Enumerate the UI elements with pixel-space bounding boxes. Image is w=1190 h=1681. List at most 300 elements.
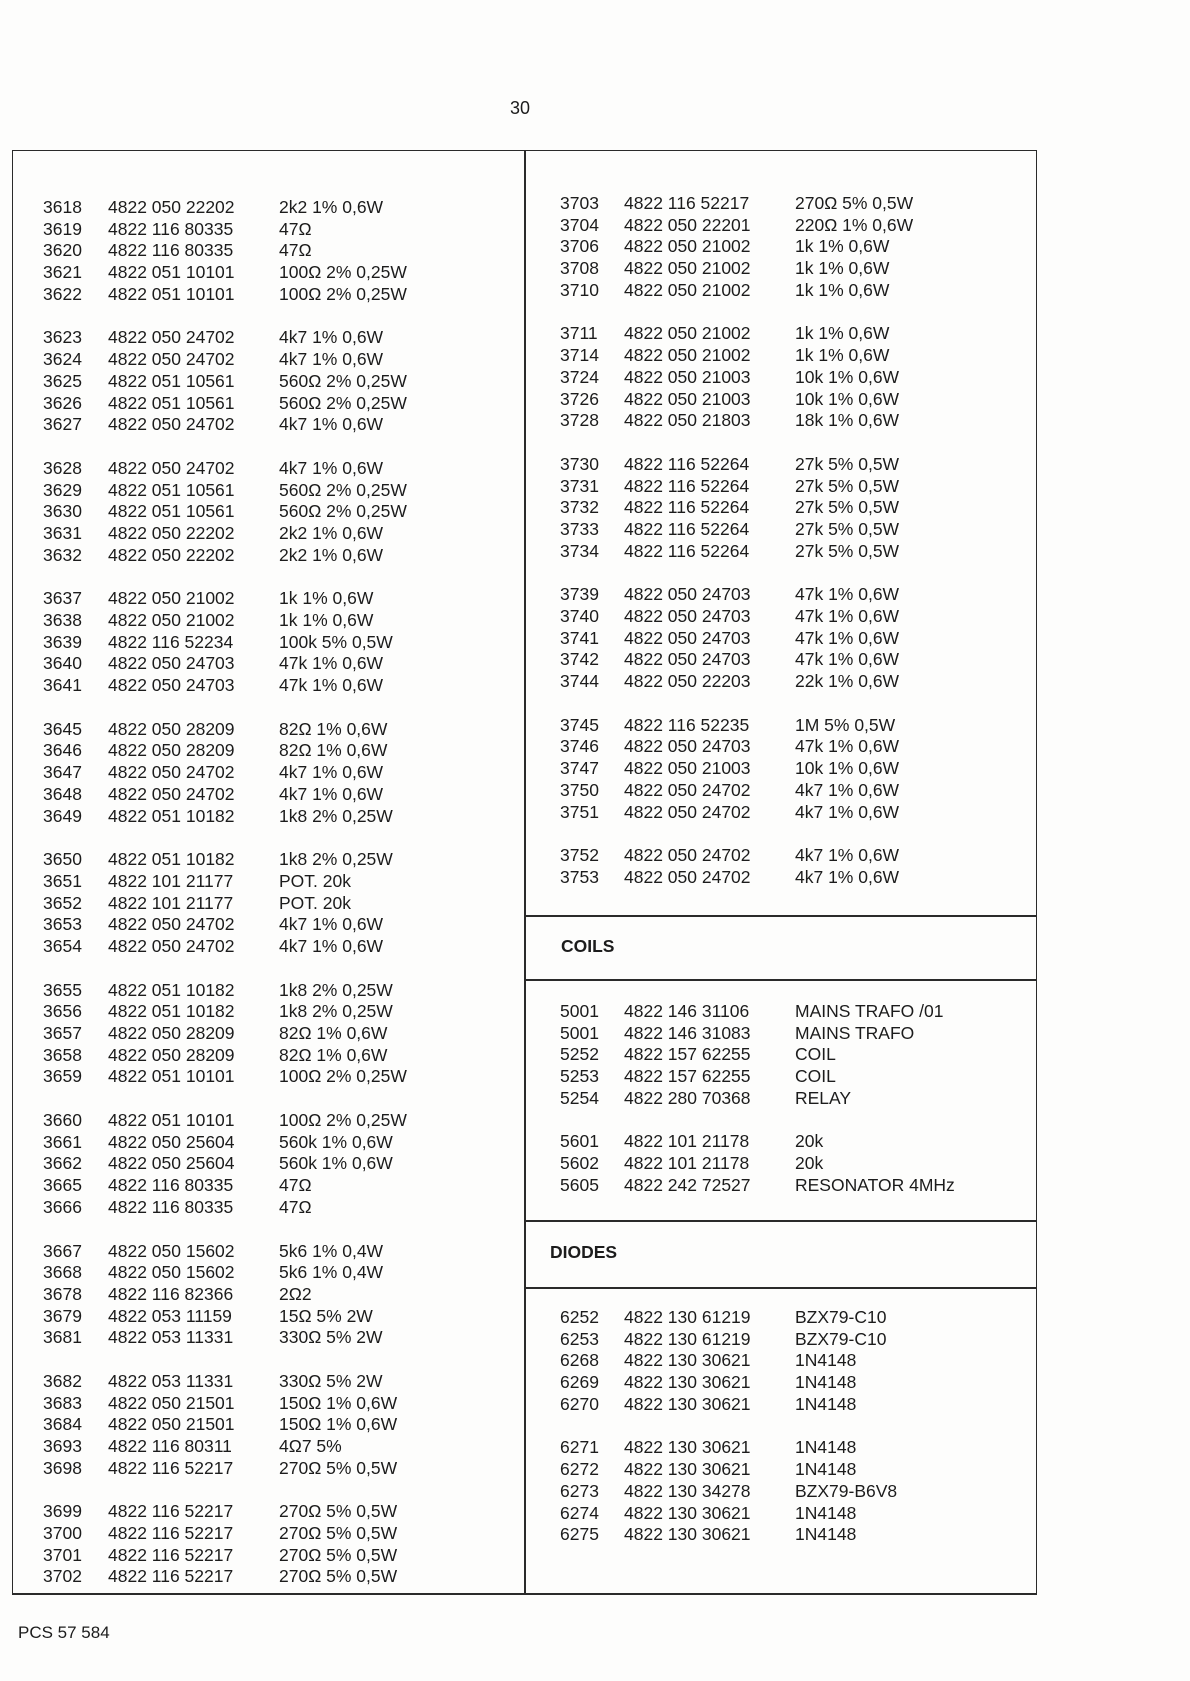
- part-code: 4822 050 21002: [624, 279, 751, 300]
- position-number: 3704: [560, 214, 599, 235]
- parts-row: [560, 1023, 1000, 1045]
- part-code: 4822 050 21002: [624, 258, 751, 279]
- part-code: 4822 050 24702: [624, 779, 751, 800]
- parts-row: [43, 849, 483, 871]
- position-number: 6253: [560, 1328, 599, 1349]
- parts-row: [560, 1372, 1000, 1394]
- parts-row: [560, 519, 1000, 541]
- position-number: 5254: [560, 1087, 599, 1108]
- part-value: 100Ω 2% 0,25W: [279, 262, 407, 283]
- part-value: 82Ω 1% 0,6W: [279, 1023, 388, 1043]
- parts-row: [560, 1329, 1000, 1351]
- part-value: 27k 5% 0,5W: [795, 475, 900, 496]
- position-number: 3731: [560, 475, 599, 496]
- parts-row: [43, 393, 483, 415]
- part-code: 4822 116 80335: [108, 218, 234, 239]
- parts-row: [560, 454, 1000, 476]
- part-value: POT. 20k: [279, 870, 351, 891]
- part-value: 1k 1% 0,6W: [279, 610, 374, 630]
- part-value: 560Ω 2% 0,25W: [279, 370, 407, 391]
- part-code: 4822 050 15602: [108, 1262, 235, 1283]
- position-number: 6269: [560, 1372, 599, 1393]
- part-value: 220Ω 1% 0,6W: [795, 214, 914, 235]
- position-number: 3621: [43, 262, 82, 283]
- part-code: 4822 130 30621: [624, 1372, 751, 1393]
- parts-row: [43, 240, 483, 262]
- part-value: POT. 20k: [279, 892, 351, 913]
- position-number: 3678: [43, 1283, 82, 1304]
- position-number: 3618: [43, 197, 82, 217]
- part-value: 1k 1% 0,6W: [795, 323, 890, 344]
- part-value: 4k7 1% 0,6W: [795, 801, 900, 822]
- part-code: 4822 050 22202: [108, 544, 235, 565]
- parts-row: [560, 497, 1000, 519]
- part-value: 47Ω: [279, 1196, 312, 1217]
- part-value: 47Ω: [279, 240, 312, 261]
- part-code: 4822 051 10101: [108, 283, 235, 304]
- parts-row: [43, 1327, 483, 1349]
- position-number: 3654: [43, 935, 82, 956]
- part-value: 4Ω7 5%: [279, 1436, 342, 1456]
- position-number: 3681: [43, 1327, 82, 1348]
- part-value: 4k7 1% 0,6W: [279, 762, 384, 783]
- part-value: 270Ω 5% 0,5W: [279, 1566, 398, 1587]
- position-number: 3658: [43, 1044, 82, 1065]
- part-code: 4822 051 10561: [108, 501, 235, 522]
- position-number: 3627: [43, 414, 82, 435]
- position-number: 5602: [560, 1153, 599, 1174]
- parts-group: [43, 588, 483, 696]
- part-value: 5k6 1% 0,4W: [279, 1262, 384, 1283]
- part-value: 100k 5% 0,5W: [279, 631, 393, 652]
- parts-row: [560, 584, 1000, 606]
- parts-group: [43, 980, 483, 1088]
- part-value: 2k2 1% 0,6W: [279, 522, 384, 543]
- part-value: 82Ω 1% 0,6W: [279, 718, 388, 739]
- position-number: 3656: [43, 1001, 82, 1022]
- position-number: 3637: [43, 588, 82, 609]
- position-number: 3728: [560, 410, 599, 431]
- part-code: 4822 116 52217: [108, 1566, 234, 1587]
- part-value: 4k7 1% 0,6W: [279, 935, 384, 956]
- part-code: 4822 050 21003: [624, 388, 751, 409]
- part-value: RESONATOR 4MHz: [795, 1174, 955, 1195]
- part-value: 330Ω 5% 2W: [279, 1327, 383, 1348]
- parts-row: [43, 349, 483, 371]
- parts-row: [560, 410, 1000, 432]
- parts-row: [560, 389, 1000, 411]
- position-number: 3745: [560, 714, 599, 735]
- position-number: 6271: [560, 1437, 599, 1458]
- part-value: 270Ω 5% 0,5W: [279, 1457, 398, 1478]
- part-code: 4822 051 10182: [108, 805, 235, 826]
- part-value: 1k8 2% 0,25W: [279, 805, 393, 826]
- part-code: 4822 116 80335: [108, 240, 234, 261]
- parts-group: [560, 1131, 1000, 1196]
- coils-bottom-rule: [524, 979, 1037, 981]
- position-number: 3708: [560, 258, 599, 279]
- position-number: 3744: [560, 671, 599, 692]
- part-value: 1N4148: [795, 1372, 857, 1393]
- parts-group: [560, 845, 1000, 888]
- position-number: 3706: [560, 236, 599, 257]
- position-number: 3626: [43, 392, 82, 413]
- part-code: 4822 050 22202: [108, 197, 235, 217]
- part-code: 4822 050 24702: [108, 935, 235, 956]
- part-value: 15Ω 5% 2W: [279, 1305, 373, 1326]
- parts-row: [560, 541, 1000, 563]
- part-code: 4822 050 15602: [108, 1240, 235, 1261]
- parts-row: [43, 1175, 483, 1197]
- parts-row: [560, 1524, 1000, 1546]
- part-code: 4822 130 61219: [624, 1307, 751, 1327]
- part-code: 4822 050 21002: [624, 236, 751, 257]
- part-value: 47k 1% 0,6W: [795, 606, 900, 626]
- parts-row: [43, 327, 483, 349]
- position-number: 3655: [43, 979, 82, 1000]
- parts-row: [43, 1458, 483, 1480]
- position-number: 3751: [560, 801, 599, 822]
- part-value: 270Ω 5% 0,5W: [279, 1501, 398, 1522]
- part-code: 4822 050 24702: [624, 866, 751, 887]
- position-number: 3639: [43, 631, 82, 652]
- part-code: 4822 130 30621: [624, 1524, 751, 1545]
- part-code: 4822 050 24703: [624, 627, 751, 648]
- part-code: 4822 116 52217: [108, 1544, 234, 1565]
- parts-row: [560, 628, 1000, 650]
- parts-row: [560, 367, 1000, 389]
- part-code: 4822 050 21002: [108, 610, 235, 630]
- parts-row: [43, 1436, 483, 1458]
- parts-group: [560, 454, 1000, 562]
- part-value: 100Ω 2% 0,25W: [279, 1110, 407, 1131]
- part-value: 1N4148: [795, 1524, 857, 1545]
- parts-group: [560, 1437, 1000, 1545]
- part-code: 4822 050 22203: [624, 671, 751, 692]
- parts-row: [43, 1153, 483, 1175]
- part-code: 4822 116 82366: [108, 1283, 234, 1304]
- parts-row: [43, 284, 483, 306]
- position-number: 3753: [560, 866, 599, 887]
- position-number: 3623: [43, 327, 82, 348]
- page-number: 30: [510, 98, 531, 118]
- parts-row: [43, 980, 483, 1002]
- position-number: 3733: [560, 518, 599, 539]
- parts-row: [560, 1481, 1000, 1503]
- position-number: 3747: [560, 758, 599, 779]
- part-value: 100Ω 2% 0,25W: [279, 283, 407, 304]
- part-code: 4822 116 52217: [108, 1523, 234, 1544]
- part-code: 4822 051 10561: [108, 479, 235, 500]
- position-number: 3710: [560, 279, 599, 300]
- part-value: 1k8 2% 0,25W: [279, 1001, 393, 1022]
- position-number: 3699: [43, 1501, 82, 1522]
- part-value: 47k 1% 0,6W: [279, 653, 384, 674]
- parts-group: [43, 458, 483, 566]
- parts-row: [560, 736, 1000, 758]
- parts-row: [560, 193, 1000, 215]
- parts-row: [43, 1284, 483, 1306]
- part-code: 4822 146 31083: [624, 1022, 751, 1043]
- part-code: 4822 050 24702: [108, 783, 235, 804]
- part-code: 4822 116 52235: [624, 714, 750, 735]
- part-code: 4822 050 24703: [624, 736, 751, 757]
- position-number: 3741: [560, 627, 599, 648]
- part-code: 4822 051 10561: [108, 392, 235, 413]
- parts-row: [43, 871, 483, 893]
- coils-top-rule: [524, 915, 1037, 917]
- position-number: 6270: [560, 1393, 599, 1414]
- position-number: 3665: [43, 1175, 82, 1196]
- parts-row: [43, 262, 483, 284]
- parts-row: [43, 414, 483, 436]
- left-parts-column: [43, 197, 483, 1610]
- part-code: 4822 050 24703: [108, 675, 235, 696]
- parts-row: [43, 719, 483, 741]
- parts-row: [43, 1045, 483, 1067]
- part-value: 1N4148: [795, 1437, 857, 1458]
- part-code: 4822 051 10101: [108, 1066, 235, 1087]
- part-value: 4k7 1% 0,6W: [279, 349, 384, 370]
- parts-row: [43, 588, 483, 610]
- part-code: 4822 130 30621: [624, 1437, 751, 1458]
- part-code: 4822 116 80335: [108, 1175, 234, 1196]
- position-number: 3668: [43, 1262, 82, 1283]
- part-code: 4822 050 25604: [108, 1153, 235, 1174]
- parts-group: [560, 584, 1000, 692]
- part-value: 47Ω: [279, 1175, 312, 1196]
- part-code: 4822 116 52264: [624, 540, 750, 561]
- position-number: 3630: [43, 501, 82, 522]
- position-number: 3652: [43, 892, 82, 913]
- position-number: 5605: [560, 1174, 599, 1195]
- parts-row: [560, 476, 1000, 498]
- position-number: 3648: [43, 783, 82, 804]
- parts-row: [43, 219, 483, 241]
- part-code: 4822 050 22202: [108, 522, 235, 543]
- part-value: 560k 1% 0,6W: [279, 1131, 393, 1152]
- parts-row: [560, 1394, 1000, 1416]
- parts-row: [560, 236, 1000, 258]
- part-code: 4822 050 24703: [624, 584, 751, 605]
- position-number: 3752: [560, 845, 599, 866]
- part-code: 4822 050 24702: [624, 845, 751, 866]
- part-value: 2k2 1% 0,6W: [279, 544, 384, 565]
- part-code: 4822 116 52217: [108, 1457, 234, 1478]
- part-code: 4822 130 30621: [624, 1502, 751, 1523]
- parts-row: [560, 802, 1000, 824]
- position-number: 3662: [43, 1153, 82, 1174]
- position-number: 3657: [43, 1023, 82, 1043]
- part-value: 270Ω 5% 0,5W: [795, 193, 914, 213]
- part-code: 4822 116 80335: [108, 1196, 234, 1217]
- part-value: 1k 1% 0,6W: [795, 236, 890, 257]
- position-number: 3683: [43, 1392, 82, 1413]
- part-value: 4k7 1% 0,6W: [279, 327, 384, 348]
- part-code: 4822 101 21177: [108, 892, 234, 913]
- position-number: 3632: [43, 544, 82, 565]
- parts-row: [43, 632, 483, 654]
- part-value: 4k7 1% 0,6W: [279, 457, 384, 478]
- part-value: 4k7 1% 0,6W: [279, 914, 384, 935]
- position-number: 3732: [560, 497, 599, 518]
- part-code: 4822 116 52217: [624, 193, 750, 213]
- part-code: 4822 050 28209: [108, 1023, 235, 1043]
- part-code: 4822 130 34278: [624, 1480, 751, 1501]
- part-code: 4822 050 24703: [624, 649, 751, 670]
- parts-row: [43, 740, 483, 762]
- part-value: 560Ω 2% 0,25W: [279, 392, 407, 413]
- parts-row: [43, 1566, 483, 1588]
- parts-row: [43, 936, 483, 958]
- position-number: 3703: [560, 193, 599, 213]
- parts-row: [560, 649, 1000, 671]
- part-value: 82Ω 1% 0,6W: [279, 740, 388, 761]
- position-number: 6272: [560, 1459, 599, 1480]
- part-value: 2k2 1% 0,6W: [279, 197, 384, 217]
- parts-row: [43, 1132, 483, 1154]
- part-value: 4k7 1% 0,6W: [279, 783, 384, 804]
- position-number: 3631: [43, 522, 82, 543]
- part-value: 20k: [795, 1153, 824, 1174]
- part-value: 4k7 1% 0,6W: [795, 845, 900, 866]
- position-number: 3661: [43, 1131, 82, 1152]
- position-number: 3742: [560, 649, 599, 670]
- parts-group: [560, 193, 1000, 301]
- part-value: 10k 1% 0,6W: [795, 366, 900, 387]
- position-number: 3702: [43, 1566, 82, 1587]
- part-value: 560Ω 2% 0,25W: [279, 479, 407, 500]
- parts-row: [43, 1110, 483, 1132]
- parts-row: [43, 1197, 483, 1219]
- part-code: 4822 050 24702: [108, 327, 235, 348]
- parts-row: [560, 1437, 1000, 1459]
- parts-group: [43, 1241, 483, 1349]
- parts-row: [560, 1001, 1000, 1023]
- parts-row: [43, 1414, 483, 1436]
- position-number: 5001: [560, 1001, 599, 1021]
- part-code: 4822 050 28209: [108, 740, 235, 761]
- part-value: 47k 1% 0,6W: [795, 584, 900, 605]
- position-number: 3693: [43, 1436, 82, 1456]
- part-code: 4822 050 25604: [108, 1131, 235, 1152]
- part-code: 4822 050 24702: [108, 414, 235, 435]
- parts-row: [43, 762, 483, 784]
- parts-row: [43, 1262, 483, 1284]
- part-code: 4822 116 52234: [108, 631, 234, 652]
- position-number: 3659: [43, 1066, 82, 1087]
- part-code: 4822 157 62255: [624, 1044, 751, 1065]
- parts-row: [43, 893, 483, 915]
- part-value: 27k 5% 0,5W: [795, 518, 900, 539]
- position-number: 3698: [43, 1457, 82, 1478]
- part-code: 4822 050 28209: [108, 1044, 235, 1065]
- parts-row: [43, 1241, 483, 1263]
- position-number: 3647: [43, 762, 82, 783]
- position-number: 6273: [560, 1480, 599, 1501]
- position-number: 3701: [43, 1544, 82, 1565]
- position-number: 3660: [43, 1110, 82, 1131]
- part-code: 4822 050 21003: [624, 366, 751, 387]
- part-code: 4822 051 10101: [108, 262, 235, 283]
- parts-row: [43, 610, 483, 632]
- parts-group: [43, 1371, 483, 1479]
- part-code: 4822 050 21501: [108, 1414, 235, 1435]
- position-number: 5253: [560, 1066, 599, 1087]
- diodes-top-rule: [524, 1220, 1037, 1222]
- part-code: 4822 050 21002: [624, 323, 751, 344]
- parts-group: [560, 1307, 1000, 1415]
- position-number: 3646: [43, 740, 82, 761]
- part-value: 2Ω2: [279, 1283, 312, 1304]
- position-number: 3667: [43, 1240, 82, 1261]
- part-code: 4822 050 24702: [108, 762, 235, 783]
- position-number: 3724: [560, 366, 599, 387]
- parts-row: [43, 1393, 483, 1415]
- parts-row: [43, 806, 483, 828]
- part-value: 47k 1% 0,6W: [795, 627, 900, 648]
- parts-row: [560, 845, 1000, 867]
- position-number: 3711: [560, 323, 598, 344]
- position-number: 3682: [43, 1370, 82, 1391]
- part-code: 4822 053 11331: [108, 1370, 234, 1391]
- parts-row: [560, 671, 1000, 693]
- part-value: 270Ω 5% 0,5W: [279, 1523, 398, 1544]
- parts-row: [560, 280, 1000, 302]
- part-code: 4822 050 24702: [624, 801, 751, 822]
- part-code: 4822 051 10182: [108, 979, 235, 1000]
- right-parts-column: [560, 193, 1000, 911]
- part-value: 47k 1% 0,6W: [279, 675, 384, 696]
- part-value: 560Ω 2% 0,25W: [279, 501, 407, 522]
- part-value: 4k7 1% 0,6W: [795, 779, 900, 800]
- part-value: 1N4148: [795, 1393, 857, 1414]
- parts-row: [43, 1066, 483, 1088]
- part-code: 4822 050 24702: [108, 457, 235, 478]
- parts-row: [43, 1001, 483, 1023]
- part-code: 4822 146 31106: [624, 1001, 750, 1021]
- parts-row: [43, 545, 483, 567]
- part-code: 4822 050 22201: [624, 214, 751, 235]
- position-number: 3629: [43, 479, 82, 500]
- parts-row: [560, 1066, 1000, 1088]
- parts-row: [43, 523, 483, 545]
- parts-row: [560, 258, 1000, 280]
- part-value: 560k 1% 0,6W: [279, 1153, 393, 1174]
- part-value: 150Ω 1% 0,6W: [279, 1414, 398, 1435]
- part-code: 4822 101 21177: [108, 870, 234, 891]
- part-code: 4822 242 72527: [624, 1174, 751, 1195]
- part-value: RELAY: [795, 1087, 852, 1108]
- position-number: 3734: [560, 540, 599, 561]
- parts-row: [43, 1501, 483, 1523]
- part-value: 1k8 2% 0,25W: [279, 849, 393, 870]
- parts-row: [560, 1459, 1000, 1481]
- part-code: 4822 116 52264: [624, 453, 750, 474]
- parts-row: [43, 1523, 483, 1545]
- document-footer: PCS 57 584: [18, 1623, 110, 1642]
- part-code: 4822 050 24703: [624, 606, 751, 626]
- part-code: 4822 051 10182: [108, 1001, 235, 1022]
- part-code: 4822 280 70368: [624, 1087, 751, 1108]
- part-code: 4822 050 21501: [108, 1392, 235, 1413]
- parts-row: [560, 1350, 1000, 1372]
- part-value: 1k 1% 0,6W: [795, 345, 890, 366]
- parts-row: [560, 1175, 1000, 1197]
- part-value: 1k 1% 0,6W: [795, 279, 890, 300]
- parts-row: [43, 1306, 483, 1328]
- part-value: 1k8 2% 0,25W: [279, 979, 393, 1000]
